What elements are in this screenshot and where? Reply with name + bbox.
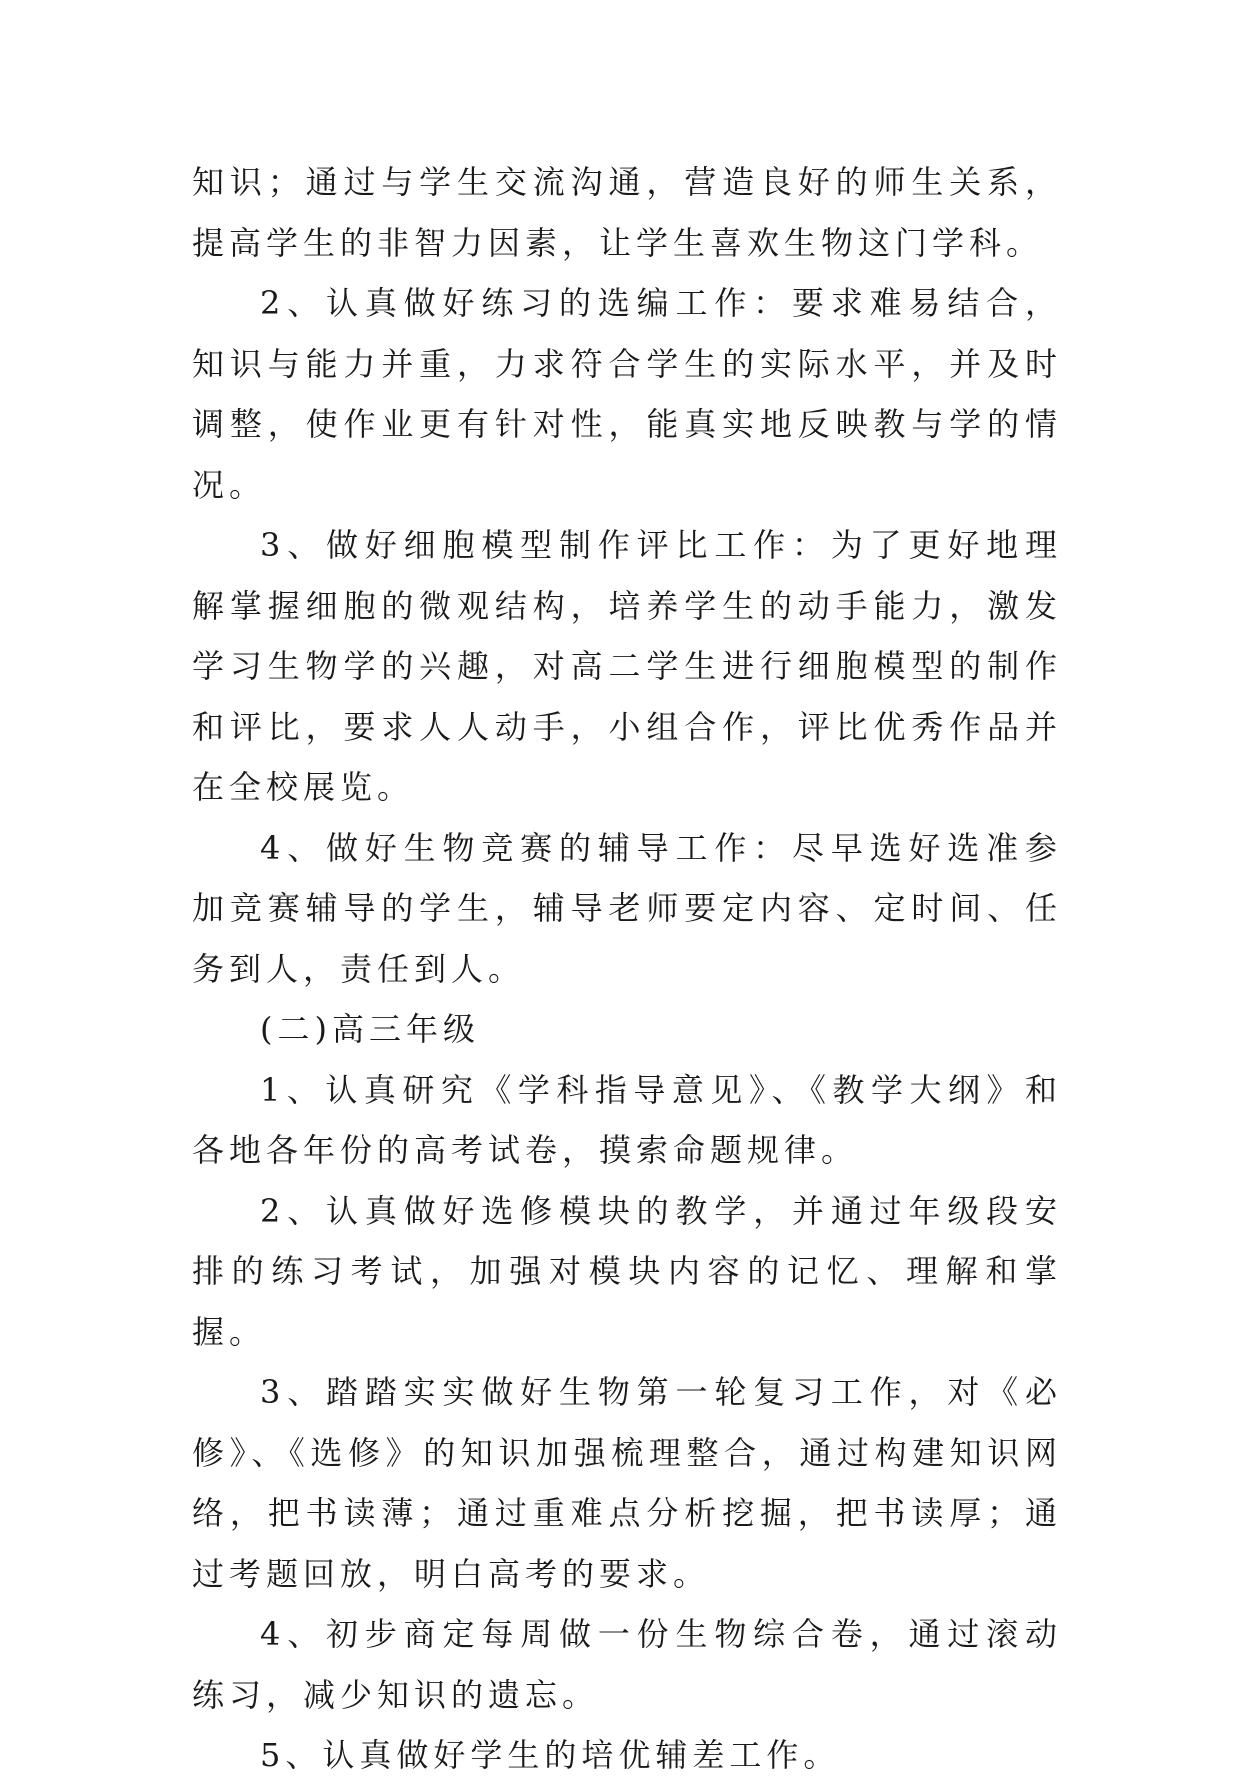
paragraph-item-4: 4、做好生物竞赛的辅导工作：尽早选好选准参加竞赛辅导的学生，辅导老师要定内容、定时间、任务到人，责任到人。 xyxy=(192,828,1062,988)
paragraph-continuation: 知识；通过与学生交流沟通，营造良好的师生关系，提高学生的非智力因素，让学生喜欢生物这门学科。 xyxy=(192,163,1062,262)
paragraph-item-3: 3、做好细胞模型制作评比工作：为了更好地理解掌握细胞的微观结构，培养学生的动手能力，激发学习生物学的兴趣，对高二学生进行细胞模型的制作和评比，要求人人动手，小组合作，评比优秀作品并在全校展览。 xyxy=(192,526,1062,806)
paragraph-item-2: 2、认真做好练习的选编工作：要求难易结合，知识与能力并重，力求符合学生的实际水平，并及时调整，使作业更有针对性，能真实地反映教与学的情况。 xyxy=(192,284,1062,504)
paragraph-senior-item-5: 5、认真做好学生的培优辅差工作。 xyxy=(260,1736,841,1774)
paragraph-senior-item-4: 4、初步商定每周做一份生物综合卷，通过滚动练习，减少知识的遗忘。 xyxy=(192,1615,1062,1714)
section-heading: (二)高三年级 xyxy=(260,1010,480,1048)
paragraph-senior-item-2: 2、认真做好选修模块的教学，并通过年级段安排的练习考试，加强对模块内容的记忆、理解和掌握。 xyxy=(192,1191,1062,1351)
document-body xyxy=(192,152,1062,1786)
paragraph-senior-item-3: 3、踏踏实实做好生物第一轮复习工作，对《必修》、《选修》的知识加强梳理整合，通过构建知识网络，把书读薄；通过重难点分析挖掘，把书读厚；通过考题回放，明白高考的要求。 xyxy=(192,1373,1062,1593)
paragraph-senior-item-1: 1、认真研究《学科指导意见》、《教学大纲》和各地各年份的高考试卷，摸索命题规律。 xyxy=(192,1070,1062,1169)
